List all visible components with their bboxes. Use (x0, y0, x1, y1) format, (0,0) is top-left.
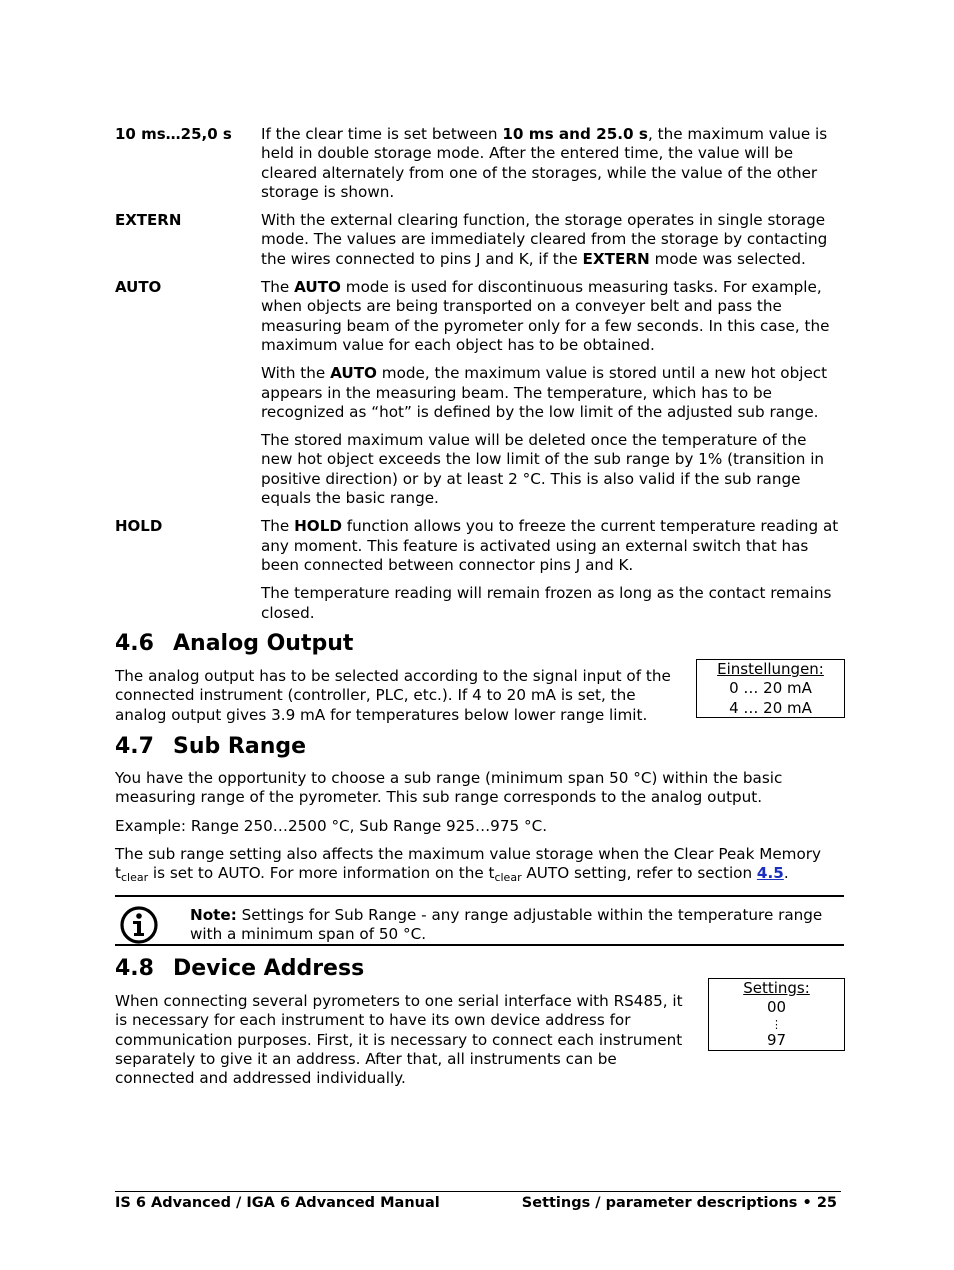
settings-first-value: 00 (766, 998, 787, 1017)
desc-hold-2: The temperature reading will remain frozen as long as the contact remains closed. (261, 584, 832, 622)
parameter-definitions (115, 125, 840, 632)
heading-sub-range: 4.7 Sub Range (115, 734, 307, 759)
device-address-settings-box (708, 978, 845, 1051)
settings-ellipsis: ⋮ (771, 1017, 782, 1031)
note-box (115, 895, 844, 946)
sub-range-text-1: You have the opportunity to choose a sub range (minimum span 50 °C) within the basic measuring range of the pyrometer. This sub range corresponds to the analog output. (115, 769, 783, 807)
settings-box-header: Settings: (743, 979, 810, 997)
term-auto: AUTO (115, 278, 162, 297)
sub-range-text-3: The sub range setting also affects the maximum value storage when the Clear Peak Memory $t_{clear}$ is set to AUTO. For more information on the $t_{clear}$ AUTO setting, refer to section 4.5. (115, 845, 822, 885)
desc-auto-2: With the AUTO mode, the maximum value is stored until a new hot object appears in the measuring beam. The temperature, which has to be recognized as “hot” is defined by the low limit of the adjusted sub range. (261, 364, 828, 421)
footer-section: Settings / parameter descriptions • 25 (521, 1195, 837, 1211)
sub-range-example: Example: Range 250…2500 °C, Sub Range 925…975 °C. (115, 817, 548, 835)
analog-output-settings-box (696, 659, 845, 718)
device-address-text: When connecting several pyrometers to one serial interface with RS485, it is necessary for each instrument to have its own device address for communication purposes. First, it is necessary to connect each instrument separately to give it an address. After that, all instruments can be connected and addressed individually. (115, 992, 683, 1088)
footer-manual-title: IS 6 Advanced / IGA 6 Advanced Manual (115, 1195, 440, 1211)
definition-hold (115, 517, 840, 622)
definition-auto (115, 278, 840, 508)
desc-clear-time: If the clear time is set between 10 ms and 25.0 s, the maximum value is held in double storage mode. After the entered time, the value will be cleared alternately from one of the storages, while the value of the other storage is shown. (261, 125, 828, 201)
desc-extern: With the external clearing function, the storage operates in single storage mode. The values are immediately cleared from the storage by contacting the wires connected to pins J and K, if the EXTERN mode was selected. (261, 211, 828, 268)
term-hold: HOLD (115, 517, 163, 536)
definition-extern (115, 211, 840, 269)
analog-output-text: The analog output has to be selected according to the signal input of the connected instrument (controller, PLC, etc.). If 4 to 20 mA is set, the analog output gives 3.9 mA for temperatures below lower range limit. (115, 667, 671, 724)
term-extern: EXTERN (115, 211, 182, 230)
desc-hold-1: The HOLD function allows you to freeze the current temperature reading at any moment. This feature is activated using an external switch that has been connected between connector pins J and K. (261, 517, 839, 574)
note-text: Note: Settings for Sub Range - any range adjustable within the temperature range with a minimum span of 50 °C. (190, 906, 823, 944)
section-link-4-5[interactable]: 4.5 (756, 864, 784, 883)
desc-auto-1: The AUTO mode is used for discontinuous measuring tasks. For example, when objects are being transported on a conveyer belt and pass the measuring beam of the pyrometer only for a few seconds. In this case, the maximum value for each object has to be obtained. (261, 278, 830, 354)
page-number: 25 (816, 1195, 837, 1211)
definition-clear-time (115, 125, 840, 202)
settings-option: 0 … 20 mA (729, 679, 812, 698)
heading-device-address: 4.8 Device Address (115, 956, 365, 981)
settings-option: 4 … 20 mA (729, 698, 812, 717)
heading-analog-output: 4.6 Analog Output (115, 631, 354, 656)
desc-auto-3: The stored maximum value will be deleted once the temperature of the new hot object exceeds the low limit of the sub range by 1% (transition in positive direction) or by at least 2 °C. This is also valid if the sub range equals the basic range. (261, 431, 825, 508)
term-clear-time: 10 ms…25,0 s (115, 125, 232, 143)
settings-last-value: 97 (766, 1030, 787, 1049)
info-icon (119, 905, 159, 949)
settings-box-header: Einstellungen: (717, 660, 824, 678)
footer-bullet: • (802, 1195, 812, 1211)
footer-divider (115, 1191, 841, 1192)
